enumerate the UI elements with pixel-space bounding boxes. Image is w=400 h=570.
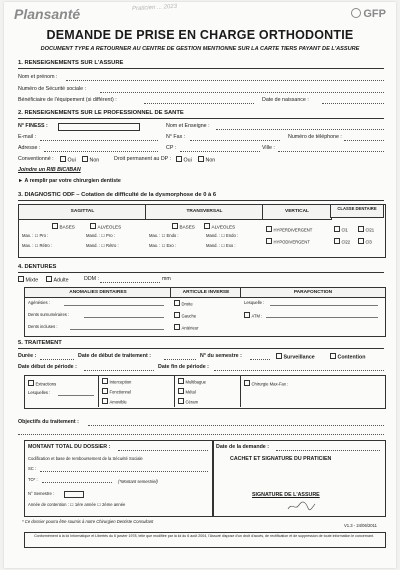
legal-text: Conformément à la loi Informatique et Libertés du 6 janvier 1978, telle que modifiée par la loi du 6 août 2004, l'Assuré dispose d'un droit d'accès, de rectification et de suppression de toute information le concernant. [34,534,374,538]
hypodivergent[interactable] [266,238,310,245]
treatment-col-divider [240,375,241,407]
date-demande-field[interactable] [276,450,380,451]
hyperdivergent[interactable] [266,226,312,233]
checkbox-icon [46,276,52,282]
non-label: Non [205,157,216,164]
sc-label: SC : [28,466,37,471]
phone-field[interactable] [344,140,384,141]
transversal-alveoles[interactable] [204,223,235,230]
mand-endo[interactable]: Mand. : ☐ Endo : [206,233,239,238]
surveillance-option[interactable] [276,353,315,361]
cachet-label: CACHET ET SIGNATURE DU PRATICIEN [230,456,332,462]
checkbox-icon [174,300,180,306]
checkbox-icon [330,353,336,359]
sc-field[interactable] [40,471,208,472]
ddm-label: DDM : [84,276,100,282]
class-cl3[interactable] [358,238,372,245]
agenesies-label: Agénésies : [28,300,50,305]
col-parafonction: PARAFONCTION [240,287,386,298]
checkbox-icon [334,238,340,244]
denture-adulte[interactable] [46,276,69,284]
checkbox-icon [174,312,180,318]
cl3-label: Cl3 [365,239,372,245]
checkbox-icon [178,378,184,384]
date-fin-periode-field[interactable] [214,370,384,371]
contention-label: Contention [337,354,366,361]
section-2-title: 2. RENSEIGNEMENTS SUR LE PROFESSIONNEL DE SANTE [18,110,184,116]
finess-input[interactable] [58,123,140,131]
to-label: TO* : [28,477,38,482]
transversal-bases[interactable] [172,223,195,230]
ceram-option[interactable] [178,398,198,405]
checkbox-icon [198,156,204,162]
checkbox-icon [266,238,272,244]
enseigne-field[interactable] [216,129,384,130]
checkbox-icon [358,226,364,232]
email-field[interactable] [40,140,158,141]
montant-field[interactable] [118,450,208,451]
address-label: Adresse : [18,145,41,151]
consultant-footnote: * Ce dossier pourra être soumis à notre Chirurgien Dentiste Consultant [22,519,154,524]
surnumeraires-field[interactable] [84,317,164,318]
checkbox-icon [266,226,272,232]
gauche-label: Gauche [181,313,197,319]
n-semestre-label: N° du semestre : [200,353,242,359]
checkbox-icon [174,324,180,330]
n-semestre-field[interactable] [250,359,270,360]
partner-name: GFP [363,8,386,20]
checkbox-icon [244,380,250,386]
dp-label: Droit permanent au DP : [114,156,172,162]
col-vertical: VERTICAL [262,204,332,220]
hypodivergent-label: HYPODIVERGENT [273,239,310,245]
checkbox-icon [28,380,34,386]
objectifs-label: Objectifs du traitement : [18,419,79,425]
treatment-col-divider [98,375,99,407]
ceram-label: Céram [185,399,199,405]
section-4-title: 4. DENTURES [18,264,57,270]
checkbox-icon [102,378,108,384]
partner-logo [351,8,386,20]
section-5-title: 5. TRAITEMENT [18,340,62,346]
section-4-rule [18,272,384,273]
checkbox-icon [176,156,182,162]
ssn-label: Numéro de Sécurité sociale : [18,86,87,92]
anterieur-label: Antérieur [181,325,199,331]
checkbox-icon [276,353,282,359]
phone-label: Numéro de téléphone : [288,134,342,140]
conventionne-oui[interactable] [60,156,76,164]
atm-label: ATM : [251,313,263,319]
fax-field[interactable] [190,140,280,141]
surveillance-label: Surveillance [283,354,315,361]
alveoles-label: ALVEOLES [97,224,122,230]
agenesies-field[interactable] [64,305,164,306]
interception-label: Interception [109,379,132,385]
adulte-label: Adulte [53,277,69,284]
montant-semestriel-note: (*Montant semestriel) [118,479,158,484]
contention-option[interactable] [330,353,365,361]
checkbox-icon [178,398,184,404]
fill-note [18,178,121,184]
col-anomalies: ANOMALIES DENTAIRES [24,287,172,298]
checkbox-icon [60,156,66,162]
metal-option[interactable] [178,388,196,395]
mand-exo[interactable]: Mand. : ☐ Exo : [206,243,236,248]
max-pro[interactable]: Max. : ☐ Pro : [22,233,49,238]
class-cl22[interactable] [334,238,350,245]
postcode-label: CP : [166,145,177,151]
form-page [4,2,396,568]
duree-field[interactable] [40,359,74,360]
ssn-field[interactable] [100,92,384,93]
version-label: V1.3 - 24/06/2011 [344,523,377,528]
date-fin-periode-label: Date fin de période : [158,364,209,370]
amovible-option[interactable] [102,398,127,405]
dp-non[interactable] [198,156,215,164]
annee-contention[interactable]: Année de contention : ☐ 1ère année ☐ 2ème année [28,502,126,507]
duree-label: Durée : [18,353,37,359]
to-field[interactable] [42,482,112,483]
chirurgie-label: Chirurgie Max-Fax : [251,381,289,387]
atm-option[interactable] [244,312,262,319]
enseigne-label: Nom et Enseigne : [166,123,210,129]
mm-unit: mm [162,276,171,282]
atm-field[interactable] [266,317,378,318]
insured-name-label: Nom et prénom : [18,74,58,80]
birthdate-label: Date de naissance : [262,97,309,103]
checkbox-icon [82,156,88,162]
extractions-option[interactable] [28,380,56,387]
postcode-field[interactable] [180,151,260,152]
city-label: Ville : [262,145,275,151]
form-title: DEMANDE DE PRISE EN CHARGE ORTHODONTIE [46,28,354,42]
section-1-rule [18,68,384,69]
signature-scribble [286,500,316,512]
section-2-rule [18,118,384,119]
chirurgie-option[interactable] [244,380,288,387]
fill-note-text: A remplir par votre chirurgien dentiste [24,178,121,184]
oui-label: Oui [67,157,76,164]
treatment-col-divider [174,375,175,407]
articule-anterieur[interactable] [174,324,199,331]
date-debut-periode-label: Date début de période : [18,364,77,370]
col-transversal: TRANSVERSAL [145,204,264,220]
mand-pro[interactable]: Mand. : ☐ Pro : [86,233,115,238]
hyperdivergent-label: HYPERDIVERGENT [273,227,313,233]
cl1-label: Cl1 [341,227,348,233]
ddm-field[interactable] [100,282,160,283]
metal-label: Métal [185,389,196,395]
signature-assure-label: SIGNATURE DE L'ASSURE [252,492,320,498]
incluses-field[interactable] [70,329,164,330]
form-subtitle: DOCUMENT TYPE A RETOURNER AU CENTRE DE GESTION MENTIONNE SUR LA CARTE TIERS PAYANT DE L'ASSURE [40,46,360,52]
dp-oui[interactable] [176,156,192,164]
date-debut-traitement-field[interactable] [164,359,196,360]
rib-note: Joindre un RIB BIC/IBAN [18,167,81,173]
fonctionnel-option[interactable] [102,388,131,395]
arrow-right-icon: ► [18,178,25,184]
multibague-option[interactable] [178,378,206,385]
gfp-circle-icon [351,8,361,18]
class-cl21[interactable] [358,226,374,233]
checkbox-icon [18,276,24,282]
class-cl1[interactable] [334,226,348,233]
alveoles-label: ALVEOLES [211,224,236,230]
checkbox-icon [334,226,340,232]
max-endo[interactable]: Max. : ☐ Endo : [149,233,179,238]
col-sagittal: SAGITTAL [18,204,147,220]
beneficiary-label: Bénéficiaire de l'équipement (si différent) : [18,97,117,103]
cl22-label: Cl22 [341,239,351,245]
articule-droite[interactable] [174,300,193,307]
multibague-label: Multibague [185,379,206,385]
incluses-label: Dents incluses : [28,324,58,329]
parafonction-lesquelle-field[interactable] [270,305,378,306]
objectifs-field-1[interactable] [88,425,384,426]
section-3-title: 3. DIAGNOSTIC ODF – Cotation de difficulté de la dysmorphose de 0 à 6 [18,192,217,198]
city-field[interactable] [278,151,384,152]
checkbox-icon [102,398,108,404]
finess-label: N° FINESS : [18,123,48,129]
date-debut-periode-field[interactable] [84,370,154,371]
insured-name-field[interactable] [66,80,384,81]
surnumeraires-label: Dents surnuméraires : [28,312,70,317]
conventionne-label: Conventionné : [18,156,54,162]
parafonction-lesquelle-label: Lesquelle : [244,300,265,305]
denture-mixte[interactable] [18,276,38,284]
checkbox-icon [358,238,364,244]
semestre-input[interactable] [64,491,84,498]
checkbox-icon [102,388,108,394]
droite-label: Droite [181,301,193,307]
mand-retro[interactable]: Mand. : ☐ Rétro : [86,243,119,248]
mixte-label: Mixte [25,277,39,284]
lesquelles-label: Lesquelles : [28,390,51,395]
oui-label: Oui [183,157,192,164]
checkbox-icon [204,223,210,229]
semestre-label: N° Semestre : [28,491,55,496]
extractions-label: Extractions [35,381,57,387]
brand-logo: Plansanté [14,6,81,22]
bases-label: BASES [179,224,195,230]
date-demande-label: Date de la demande : [216,444,269,450]
col-articule: ARTICULE INVERSE [170,287,242,298]
checkbox-icon [178,388,184,394]
birthdate-field[interactable] [322,103,384,104]
section-5-rule [18,348,384,349]
address-field[interactable] [44,151,158,152]
sagittal-alveoles[interactable] [90,223,121,230]
sagittal-bases[interactable] [52,223,75,230]
beneficiary-field[interactable] [144,103,254,104]
section-1-title: 1. RENSEIGNEMENTS SUR L'ASSURE [18,60,124,66]
section-3-rule [18,200,384,201]
objectifs-field-2[interactable] [18,434,384,435]
col-classe-dentaire: CLASSE DENTAIRE [330,204,384,218]
handwritten-stamp: Praticien ... 2023 [131,3,178,13]
lesquelles-field[interactable] [58,395,94,396]
bases-label: BASES [59,224,75,230]
montant-label: MONTANT TOTAL DU DOSSIER : [28,444,111,450]
max-retro[interactable]: Max. : ☐ Rétro : [22,243,53,248]
articule-gauche[interactable] [174,312,196,319]
email-label: E-mail : [18,134,36,140]
fonctionnel-label: Fonctionnel [109,389,132,395]
date-debut-traitement-label: Date de début de traitement : [78,353,151,359]
cl21-label: Cl21 [365,227,375,233]
max-exo[interactable]: Max. : ☐ Exo : [149,243,177,248]
amovible-label: Amovible [109,399,127,405]
conventionne-non[interactable] [82,156,99,164]
checkbox-icon [90,223,96,229]
interception-option[interactable] [102,378,131,385]
fax-label: N° Fax : [166,134,186,140]
checkbox-icon [244,312,250,318]
checkbox-icon [172,223,178,229]
checkbox-icon [52,223,58,229]
codification-label: Codification et base de remboursement de la Sécurité Sociale [28,456,143,461]
non-label: Non [89,157,100,164]
